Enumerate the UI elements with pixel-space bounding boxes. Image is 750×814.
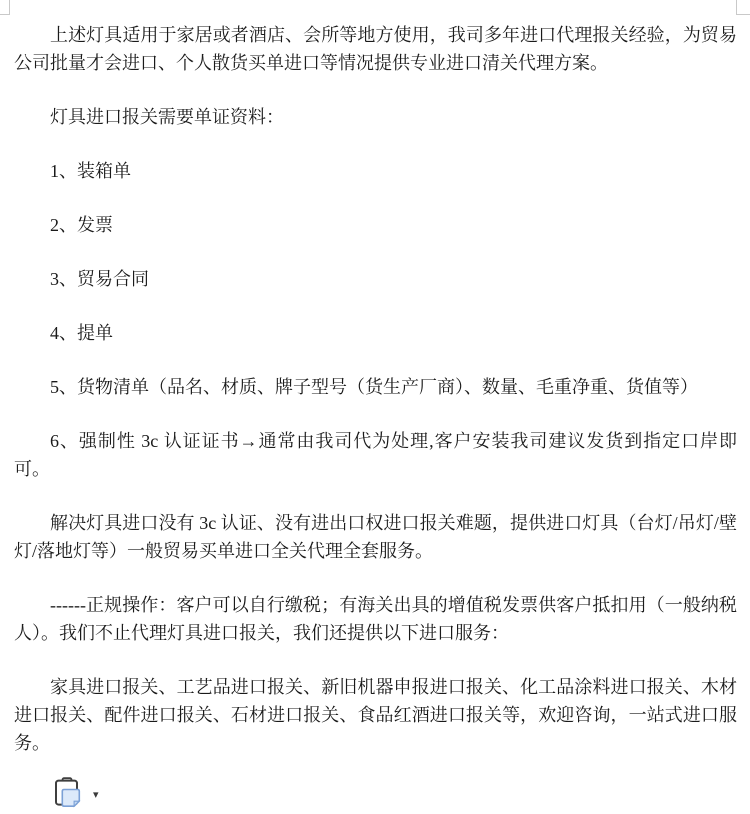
paragraph-intro: 上述灯具适用于家居或者酒店、会所等地方使用，我司多年进口代理报关经验，为贸易公司批量才会进口、个人散货买单进口等情况提供专业进口清关代理方案。 [14,25,737,73]
paragraph-formal-operation: ------正规操作：客户可以自行缴税；有海关出具的增值税发票供客户抵扣用（一般纳税人）。我们不止代理灯具进口报关，我们还提供以下进口服务： [14,595,737,643]
dropdown-arrow-icon: ▾ [93,787,99,801]
paragraph-documents-heading: 灯具进口报关需要单证资料： [50,107,284,127]
page-corner-mark-left [0,0,10,15]
paragraph-3c-solution: 解决灯具进口没有 3c 认证、没有进出口权进口报关难题，提供进口灯具（台灯/吊灯/壁灯/落地灯等）一般贸易买单进口全关代理全套服务。 [14,513,737,561]
list-item-invoice: 2、发票 [50,215,113,235]
paragraph-other-services: 家具进口报关、工艺品进口报关、新旧机器申报进口报关、化工品涂料进口报关、木材进口报关、配件进口报关、石材进口报关、食品红酒进口报关等，欢迎咨询，一站式进口服务。 [14,677,737,753]
page-corner-mark-right [736,0,750,15]
list-item-3c-certificate: 6、强制性 3c 认证证书→通常由我司代为处理,客户安装我司建议发货到指定口岸即可。 [14,431,737,479]
list-item-bill-of-lading: 4、提单 [50,323,113,343]
paste-options-button[interactable] [52,777,99,809]
list-item-packing-list: 1、装箱单 [50,161,131,181]
list-item-trade-contract: 3、贸易合同 [50,269,149,289]
list-item-cargo-list: 5、货物清单（品名、材质、牌子型号（货生产厂商）、数量、毛重净重、货值等） [50,377,698,397]
paste-clipboard-icon [52,777,84,809]
